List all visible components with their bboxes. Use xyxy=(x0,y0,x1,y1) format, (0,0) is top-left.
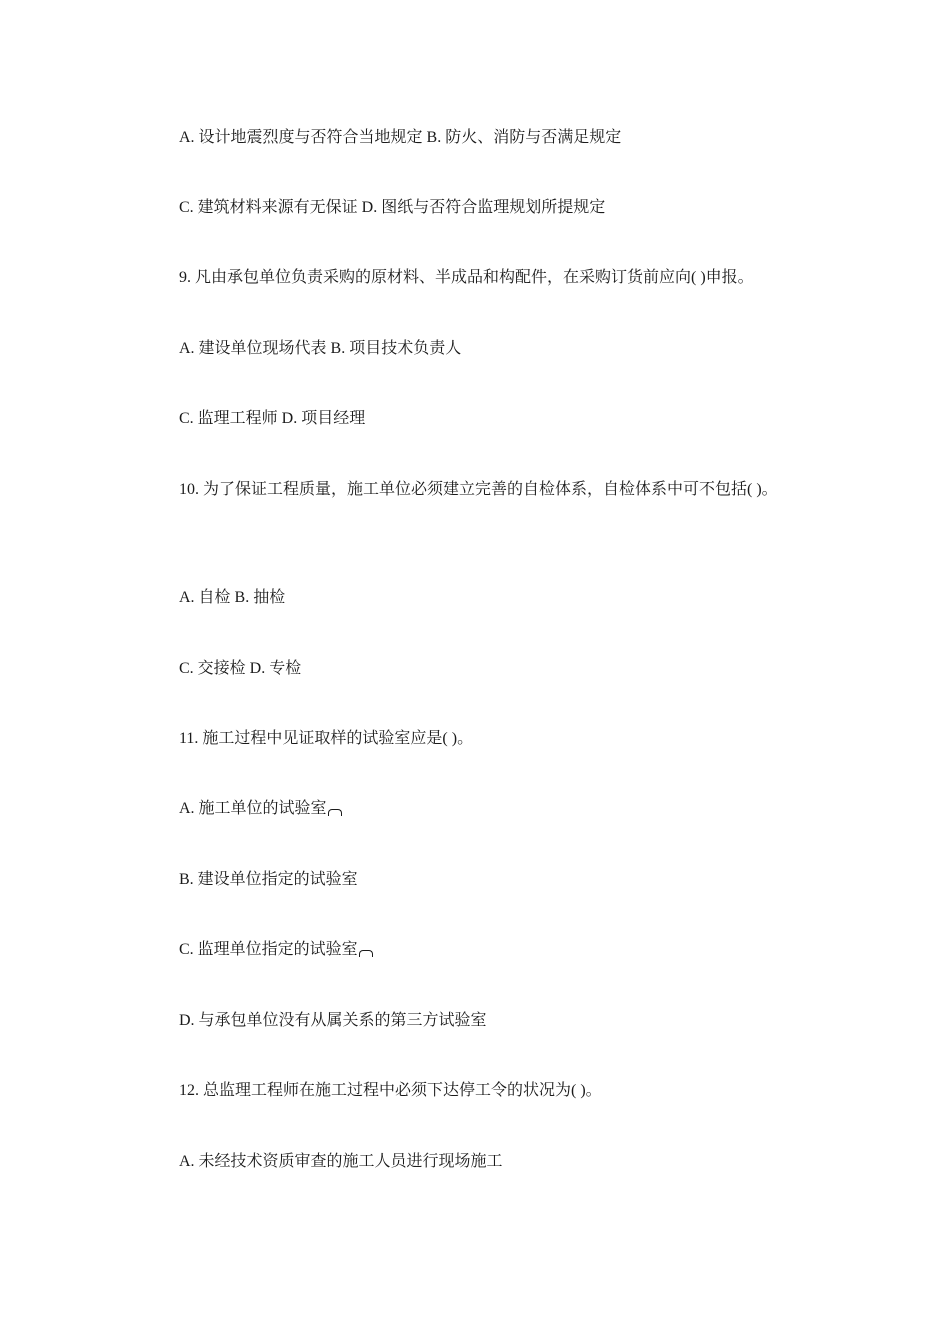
option-line-8cd: C. 建筑材料来源有无保证 D. 图纸与否符合监理规划所提规定 xyxy=(179,199,606,216)
option-line-10ab: A. 自检 B. 抽检 xyxy=(179,589,286,606)
question-10: 10. 为了保证工程质量，施工单位必须建立完善的自检体系，自检体系中可不包括( )。 xyxy=(179,481,778,498)
option-line-9cd: C. 监理工程师 D. 项目经理 xyxy=(179,410,366,427)
question-11: 11. 施工过程中见证取样的试验室应是( )。 xyxy=(179,730,474,747)
question-9: 9. 凡由承包单位负责采购的原材料、半成品和构配件，在采购订货前应向( )申报。 xyxy=(179,269,754,286)
question-12: 12. 总监理工程师在施工过程中必须下达停工令的状况为( )。 xyxy=(179,1082,602,1099)
option-11d: D. 与承包单位没有从属关系的第三方试验室 xyxy=(179,1012,487,1029)
option-11a: A. 施工单位的试验室 xyxy=(179,800,327,817)
arc-mark-icon xyxy=(359,950,373,957)
option-11b: B. 建设单位指定的试验室 xyxy=(179,871,358,888)
option-line-9ab: A. 建设单位现场代表 B. 项目技术负责人 xyxy=(179,340,462,357)
option-line-10cd: C. 交接检 D. 专检 xyxy=(179,660,302,677)
arc-mark-icon xyxy=(328,809,342,816)
option-11c: C. 监理单位指定的试验室 xyxy=(179,941,358,958)
option-12a: A. 未经技术资质审查的施工人员进行现场施工 xyxy=(179,1153,503,1170)
option-11a-line xyxy=(179,799,342,819)
option-line-8ab: A. 设计地震烈度与否符合当地规定 B. 防火、消防与否满足规定 xyxy=(179,129,622,146)
option-11c-line xyxy=(179,940,373,960)
